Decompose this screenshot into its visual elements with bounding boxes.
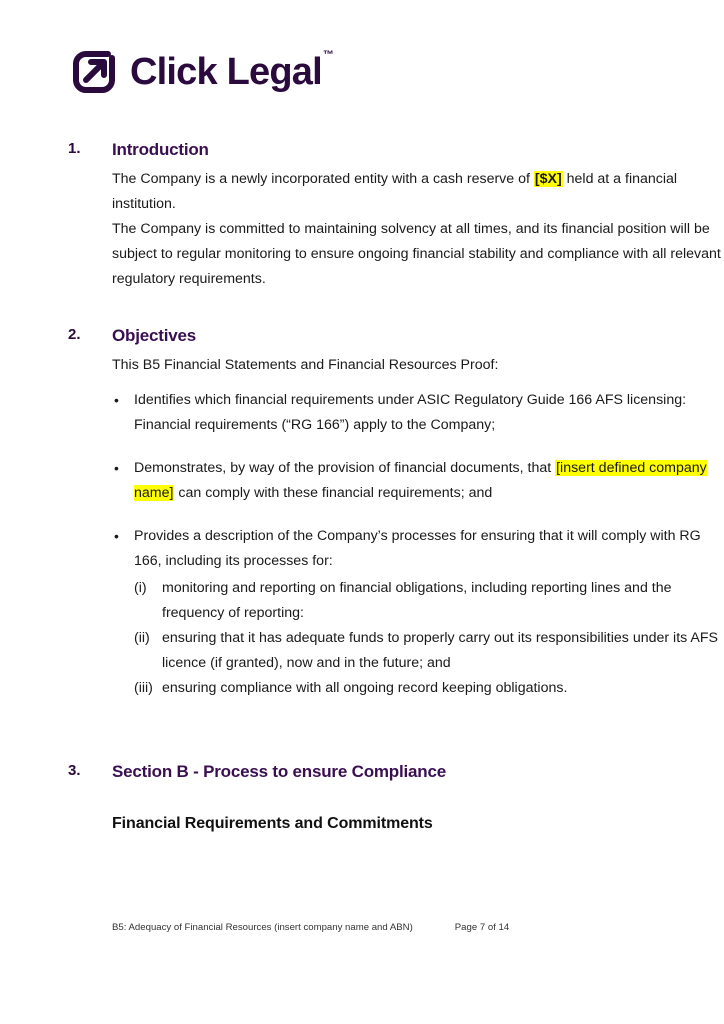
section-introduction-body — [112, 160, 724, 292]
financial-requirements-subheading: Financial Requirements and Commitments — [112, 815, 433, 833]
arrow-up-right-in-square-icon — [72, 50, 116, 94]
section-number: 3. — [68, 762, 81, 779]
section-objectives-heading: Objectives — [112, 326, 196, 345]
footer-document-title: B5: Adequacy of Financial Resources (insert company name and ABN) — [112, 922, 413, 933]
roman-text: ensuring compliance with all ongoing record keeping obligations. — [162, 680, 568, 697]
brand-name: Click Legal — [130, 51, 322, 93]
footer-page-number: Page 7 of 14 — [454, 922, 510, 933]
bullet-text: Identifies which financial requirements under ASIC Regulatory Guide 166 AFS licensing: Financial requirements (“RG 166”) apply to the Company; — [134, 392, 687, 434]
list-item — [134, 576, 724, 626]
section-process-compliance-heading: Section B - Process to ensure Compliance — [112, 762, 446, 781]
document-content — [0, 140, 724, 833]
list-item — [134, 626, 724, 676]
section-objectives — [0, 326, 724, 736]
page-title: Introduction — [112, 140, 209, 159]
objectives-bullet-list — [112, 388, 724, 701]
roman-marker: (ii) — [134, 630, 150, 647]
objectives-lead-in: This B5 Financial Statements and Financial Resources Proof: — [112, 357, 499, 374]
list-item — [134, 676, 724, 701]
trademark-symbol: ™ — [322, 49, 334, 62]
intro-paragraph-1 — [112, 167, 724, 217]
roman-marker: (i) — [134, 580, 147, 597]
intro-paragraph-1-after: held at a financial institution. — [112, 171, 678, 213]
highlight-company-name: [insert defined company name] — [134, 460, 707, 502]
list-item — [112, 388, 724, 438]
section-number: 2. — [68, 326, 81, 343]
highlight-cash-reserve: [$X] — [534, 171, 562, 188]
brand-wordmark — [130, 49, 334, 93]
intro-paragraph-2: The Company is committed to maintaining solvency at all times, and its financial position will be subject to regular monitoring to ensure ongoing financial stability and compliance with all relevant regulatory requirements. — [112, 221, 721, 288]
roman-marker: (iii) — [134, 680, 153, 697]
intro-paragraph-1-before: The Company is a newly incorporated entity with a cash reserve of — [112, 171, 534, 188]
page-footer — [0, 922, 724, 933]
roman-text: monitoring and reporting on financial obligations, including reporting lines and the frequency of reporting: — [162, 580, 672, 622]
bullet-text-before: Provides a description of the Company’s processes for ensuring that it will comply with RG 166, including its processes for: — [134, 528, 701, 570]
brand-logo — [72, 50, 333, 94]
section-objectives-body — [112, 346, 724, 701]
objectives-roman-sublist — [134, 576, 724, 701]
roman-text: ensuring that it has adequate funds to properly carry out its responsibilities under its AFS licence (if granted), now and in the future; and — [162, 630, 718, 672]
list-item — [112, 524, 724, 701]
section-process-compliance — [0, 762, 724, 833]
section-number: 1. — [68, 140, 81, 157]
list-item — [112, 456, 724, 506]
bullet-text-after: can comply with these financial requirements; and — [174, 485, 493, 502]
section-introduction — [0, 140, 724, 306]
bullet-text-before: Demonstrates, by way of the provision of financial documents, that — [134, 460, 556, 477]
